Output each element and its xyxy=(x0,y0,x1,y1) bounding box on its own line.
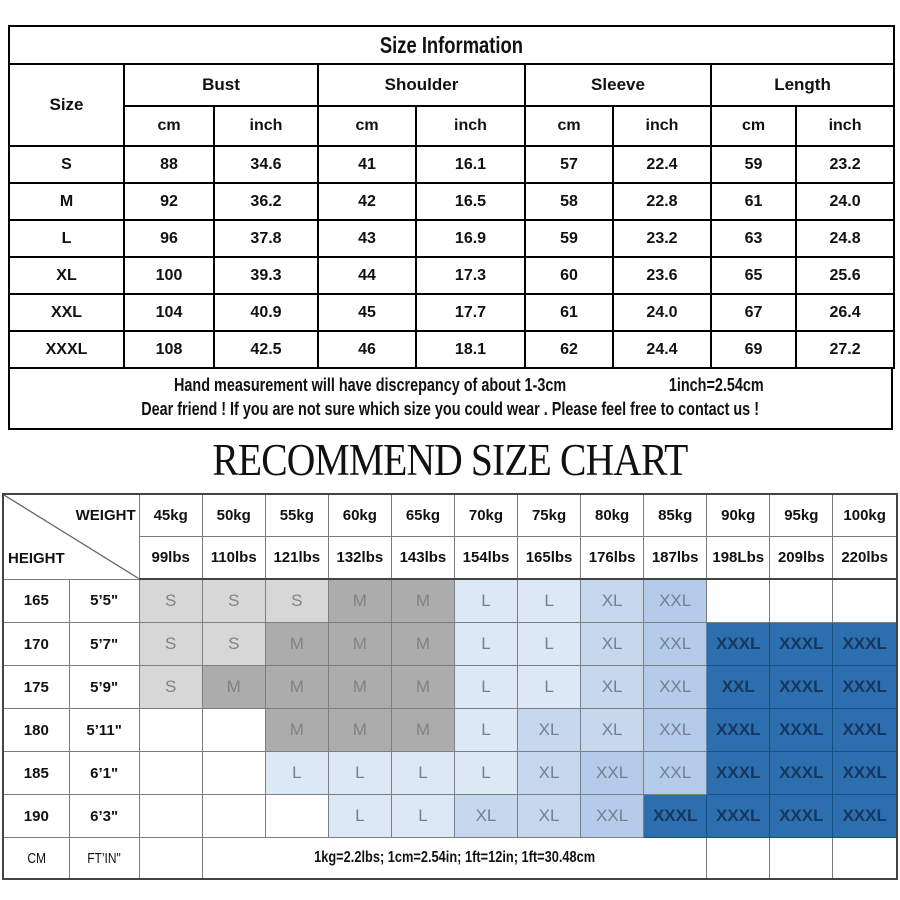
size-recommendation-cell: L xyxy=(454,623,517,666)
size-label-cell: XL xyxy=(9,257,124,294)
size-recommendation-cell xyxy=(202,709,265,752)
corner-height-label: HEIGHT xyxy=(8,549,65,567)
measurement-cell: 67 xyxy=(711,294,796,331)
size-recommendation-cell: M xyxy=(391,666,454,709)
height-cm-cell: 190 xyxy=(3,795,69,838)
measurement-cell: 22.8 xyxy=(613,183,711,220)
size-recommendation-cell xyxy=(202,795,265,838)
measurement-cell: 37.8 xyxy=(214,220,318,257)
size-recommendation-cell: XXXL xyxy=(770,623,833,666)
ftin-unit-label: FT’IN" xyxy=(69,838,139,880)
size-recommendation-cell: L xyxy=(518,579,581,623)
size-label-cell: S xyxy=(9,146,124,183)
size-recommendation-cell: M xyxy=(328,623,391,666)
size-recommendation-cell xyxy=(265,795,328,838)
size-recommendation-cell: XXXL xyxy=(707,623,770,666)
unit-header: inch xyxy=(613,106,711,146)
height-cm-cell: 185 xyxy=(3,752,69,795)
size-recommendation-cell: XL xyxy=(581,623,644,666)
size-recommendation-cell: XXL xyxy=(581,795,644,838)
weight-kg-header: 85kg xyxy=(644,494,707,537)
size-recommendation-cell: XXXL xyxy=(833,709,897,752)
unit-header: cm xyxy=(525,106,613,146)
weight-kg-header: 75kg xyxy=(518,494,581,537)
weight-lbs-header: 154lbs xyxy=(454,537,517,580)
size-recommendation-cell xyxy=(139,795,202,838)
size-recommendation-cell: L xyxy=(391,752,454,795)
size-info-title: Size Information xyxy=(379,31,524,58)
height-cm-cell: 180 xyxy=(3,709,69,752)
corner-weight-label: WEIGHT xyxy=(75,507,136,524)
length-group-header: Length xyxy=(711,64,894,106)
weight-kg-header: 70kg xyxy=(454,494,517,537)
measurement-cell: 22.4 xyxy=(613,146,711,183)
measurement-cell: 40.9 xyxy=(214,294,318,331)
size-recommendation-cell: XXL xyxy=(707,666,770,709)
unit-header: cm xyxy=(318,106,416,146)
size-recommendation-cell: XXXL xyxy=(833,795,897,838)
size-recommendation-cell: XXXL xyxy=(770,666,833,709)
size-recommendation-cell xyxy=(833,579,897,623)
empty-footer-cell xyxy=(707,838,770,880)
weight-lbs-header: 209lbs xyxy=(770,537,833,580)
size-recommendation-cell: L xyxy=(454,579,517,623)
measurement-cell: 18.1 xyxy=(416,331,525,368)
measurement-cell: 92 xyxy=(124,183,214,220)
size-recommendation-cell: XXL xyxy=(644,623,707,666)
recommend-row xyxy=(3,579,897,623)
size-label-cell: XXXL xyxy=(9,331,124,368)
recommend-row xyxy=(3,752,897,795)
measurement-note xyxy=(10,373,891,397)
measurement-cell: 23.2 xyxy=(613,220,711,257)
measurement-cell: 23.2 xyxy=(796,146,894,183)
size-recommendation-cell: XXXL xyxy=(770,709,833,752)
size-recommendation-cell xyxy=(707,579,770,623)
size-recommendation-cell: XL xyxy=(518,752,581,795)
recommend-row xyxy=(3,666,897,709)
measurement-note-text: Hand measurement will have discrepancy of about 1-3cm xyxy=(174,375,567,395)
weight-kg-header: 95kg xyxy=(770,494,833,537)
size-recommendation-cell: L xyxy=(454,666,517,709)
size-recommendation-cell: XXXL xyxy=(707,752,770,795)
height-ftin-cell: 5’9" xyxy=(69,666,139,709)
size-recommendation-cell: XXL xyxy=(644,579,707,623)
weight-kg-header: 45kg xyxy=(139,494,202,537)
weight-lbs-header: 198Lbs xyxy=(707,537,770,580)
size-recommendation-cell: XXL xyxy=(644,666,707,709)
measurement-cell: 17.3 xyxy=(416,257,525,294)
size-recommendation-cell: M xyxy=(391,623,454,666)
measurement-cell: 58 xyxy=(525,183,613,220)
shoulder-group-header: Shoulder xyxy=(318,64,525,106)
recommend-body xyxy=(3,579,897,838)
size-recommendation-cell: M xyxy=(391,709,454,752)
size-recommendation-cell xyxy=(139,752,202,795)
measurement-cell: 45 xyxy=(318,294,416,331)
measurement-cell: 61 xyxy=(711,183,796,220)
size-info-title-cell xyxy=(9,26,894,64)
unit-header-row xyxy=(9,106,894,146)
height-ftin-cell: 5’11" xyxy=(69,709,139,752)
measurement-cell: 24.8 xyxy=(796,220,894,257)
size-info-body xyxy=(9,146,894,368)
size-recommendation-cell: S xyxy=(139,579,202,623)
size-table-row xyxy=(9,257,894,294)
measurement-cell: 46 xyxy=(318,331,416,368)
measurement-cell: 62 xyxy=(525,331,613,368)
measurement-cell: 42.5 xyxy=(214,331,318,368)
size-recommendation-cell: L xyxy=(518,666,581,709)
recommend-row xyxy=(3,709,897,752)
weight-lbs-header: 110lbs xyxy=(202,537,265,580)
size-table-row xyxy=(9,331,894,368)
size-table-row xyxy=(9,183,894,220)
size-table-row xyxy=(9,220,894,257)
unit-header: inch xyxy=(416,106,525,146)
contact-note-text: Dear friend ! If you are not sure which size you could wear . Please feel free to contact us ! xyxy=(141,399,760,419)
size-recommendation-cell: M xyxy=(391,579,454,623)
size-recommendation-cell: XL xyxy=(581,709,644,752)
measurement-cell: 23.6 xyxy=(613,257,711,294)
sleeve-group-header: Sleeve xyxy=(525,64,711,106)
height-ftin-cell: 5’5" xyxy=(69,579,139,623)
height-weight-corner-cell xyxy=(3,494,139,579)
measurement-cell: 16.5 xyxy=(416,183,525,220)
weight-lbs-header: 132lbs xyxy=(328,537,391,580)
measurement-cell: 61 xyxy=(525,294,613,331)
size-recommendation-cell: M xyxy=(265,623,328,666)
contact-note xyxy=(10,397,891,421)
weight-lbs-header: 187lbs xyxy=(644,537,707,580)
size-recommendation-cell: XXXL xyxy=(644,795,707,838)
measurement-cell: 96 xyxy=(124,220,214,257)
unit-header: inch xyxy=(796,106,894,146)
size-recommendation-cell: S xyxy=(139,666,202,709)
size-recommendation-cell: XL xyxy=(518,795,581,838)
measurement-cell: 59 xyxy=(711,146,796,183)
recommend-size-chart-title: RECOMMEND SIZE CHART xyxy=(212,435,688,485)
measurement-cell: 42 xyxy=(318,183,416,220)
measurement-cell: 24.0 xyxy=(613,294,711,331)
size-recommendation-cell xyxy=(770,579,833,623)
conversion-row xyxy=(3,838,897,880)
size-info-title-row xyxy=(9,26,894,64)
bust-group-header: Bust xyxy=(124,64,318,106)
size-recommendation-cell xyxy=(202,752,265,795)
size-recommendation-cell: XXL xyxy=(581,752,644,795)
measurement-cell: 36.2 xyxy=(214,183,318,220)
size-recommendation-cell xyxy=(139,709,202,752)
empty-footer-cell xyxy=(770,838,833,880)
size-recommendation-cell: XXXL xyxy=(833,666,897,709)
size-recommendation-cell: M xyxy=(328,666,391,709)
weight-kg-header: 100kg xyxy=(833,494,897,537)
size-label-cell: XXL xyxy=(9,294,124,331)
measurement-group-row xyxy=(9,64,894,106)
size-label-cell: L xyxy=(9,220,124,257)
unit-header: cm xyxy=(124,106,214,146)
measurement-cell: 16.9 xyxy=(416,220,525,257)
measurement-cell: 44 xyxy=(318,257,416,294)
size-recommendation-cell: L xyxy=(454,752,517,795)
measurement-cell: 41 xyxy=(318,146,416,183)
size-recommendation-cell: L xyxy=(454,709,517,752)
size-recommendation-cell: XXXL xyxy=(833,752,897,795)
weight-kg-row xyxy=(3,494,897,537)
weight-kg-header: 90kg xyxy=(707,494,770,537)
measurement-cell: 100 xyxy=(124,257,214,294)
size-recommendation-cell: M xyxy=(328,579,391,623)
height-ftin-cell: 5’7" xyxy=(69,623,139,666)
size-recommendation-cell: S xyxy=(202,579,265,623)
size-table-row xyxy=(9,294,894,331)
measurement-cell: 43 xyxy=(318,220,416,257)
size-recommendation-cell: XL xyxy=(518,709,581,752)
weight-kg-header: 60kg xyxy=(328,494,391,537)
measurement-cell: 57 xyxy=(525,146,613,183)
measurement-cell: 24.4 xyxy=(613,331,711,368)
weight-lbs-header: 121lbs xyxy=(265,537,328,580)
unit-header: inch xyxy=(214,106,318,146)
conversion-note: 1kg=2.2lbs; 1cm=2.54in; 1ft=12in; 1ft=30.48cm xyxy=(202,838,707,880)
measurement-cell: 25.6 xyxy=(796,257,894,294)
size-recommendation-cell: M xyxy=(265,666,328,709)
inch-conversion-note: 1inch=2.54cm xyxy=(669,375,765,395)
size-recommendation-cell: XXXL xyxy=(833,623,897,666)
recommend-size-table xyxy=(2,493,898,880)
size-recommendation-cell: XL xyxy=(581,666,644,709)
size-recommendation-cell: L xyxy=(391,795,454,838)
empty-footer-cell xyxy=(139,838,202,880)
weight-lbs-header: 165lbs xyxy=(518,537,581,580)
height-cm-cell: 165 xyxy=(3,579,69,623)
measurement-cell: 65 xyxy=(711,257,796,294)
measurement-cell: 17.7 xyxy=(416,294,525,331)
size-column-header: Size xyxy=(9,64,124,146)
height-cm-cell: 175 xyxy=(3,666,69,709)
size-recommendation-cell: XXL xyxy=(644,752,707,795)
size-recommendation-cell: XL xyxy=(454,795,517,838)
measurement-cell: 27.2 xyxy=(796,331,894,368)
weight-lbs-header: 220lbs xyxy=(833,537,897,580)
measurement-cell: 63 xyxy=(711,220,796,257)
size-recommendation-cell: M xyxy=(265,709,328,752)
weight-lbs-header: 176lbs xyxy=(581,537,644,580)
size-recommendation-cell: XXL xyxy=(644,709,707,752)
cm-unit-label: CM xyxy=(3,838,69,880)
weight-lbs-header: 99lbs xyxy=(139,537,202,580)
measurement-cell: 108 xyxy=(124,331,214,368)
size-information-table xyxy=(8,25,895,369)
size-recommendation-cell: S xyxy=(265,579,328,623)
unit-header: cm xyxy=(711,106,796,146)
size-recommendation-cell: XXXL xyxy=(707,709,770,752)
weight-kg-header: 50kg xyxy=(202,494,265,537)
size-recommendation-cell: XL xyxy=(581,579,644,623)
weight-lbs-header: 143lbs xyxy=(391,537,454,580)
measurement-cell: 34.6 xyxy=(214,146,318,183)
size-recommendation-cell: XXXL xyxy=(707,795,770,838)
size-recommendation-cell: L xyxy=(518,623,581,666)
size-recommendation-cell: L xyxy=(265,752,328,795)
size-recommendation-cell: XXXL xyxy=(770,795,833,838)
empty-footer-cell xyxy=(833,838,897,880)
height-cm-cell: 170 xyxy=(3,623,69,666)
measurement-cell: 59 xyxy=(525,220,613,257)
size-recommendation-cell: L xyxy=(328,752,391,795)
height-ftin-cell: 6’3" xyxy=(69,795,139,838)
measurement-cell: 24.0 xyxy=(796,183,894,220)
recommend-title-wrap xyxy=(0,435,900,487)
size-recommendation-cell: L xyxy=(328,795,391,838)
measurement-cell: 16.1 xyxy=(416,146,525,183)
weight-kg-header: 80kg xyxy=(581,494,644,537)
weight-kg-header: 65kg xyxy=(391,494,454,537)
measurement-cell: 26.4 xyxy=(796,294,894,331)
notes-box xyxy=(8,367,893,430)
size-recommendation-cell: XXXL xyxy=(770,752,833,795)
weight-kg-header: 55kg xyxy=(265,494,328,537)
measurement-cell: 39.3 xyxy=(214,257,318,294)
size-recommendation-cell: M xyxy=(202,666,265,709)
height-ftin-cell: 6’1" xyxy=(69,752,139,795)
recommend-row xyxy=(3,623,897,666)
size-recommendation-cell: S xyxy=(202,623,265,666)
size-recommendation-cell: M xyxy=(328,709,391,752)
recommend-row xyxy=(3,795,897,838)
size-label-cell: M xyxy=(9,183,124,220)
measurement-cell: 88 xyxy=(124,146,214,183)
measurement-cell: 69 xyxy=(711,331,796,368)
size-table-row xyxy=(9,146,894,183)
size-recommendation-cell: S xyxy=(139,623,202,666)
measurement-cell: 104 xyxy=(124,294,214,331)
measurement-cell: 60 xyxy=(525,257,613,294)
